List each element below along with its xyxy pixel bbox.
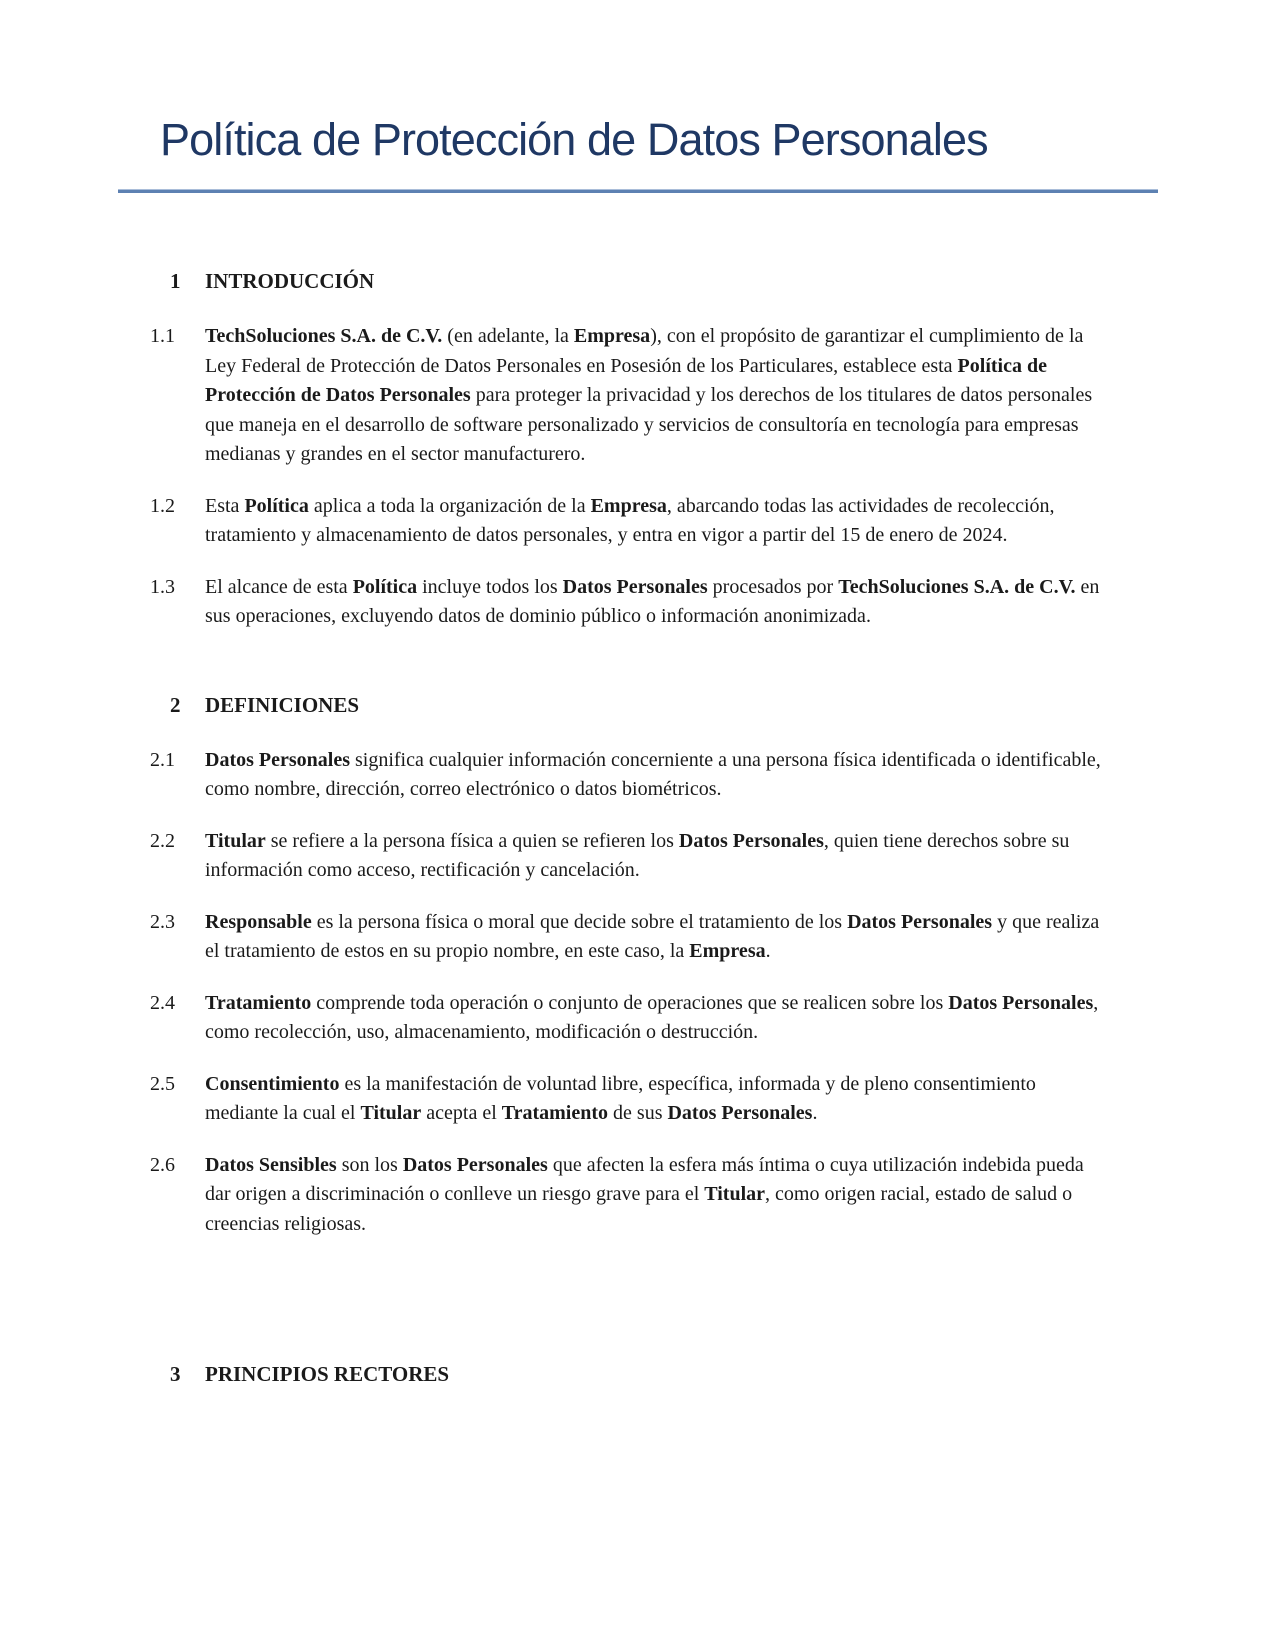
bold-text-run: Datos Personales: [948, 991, 1094, 1014]
section-1: [118, 193, 1158, 632]
bold-text-run: Tratamiento: [501, 1102, 609, 1124]
section-number: 3: [170, 1362, 181, 1386]
numbered-paragraph: [118, 746, 1158, 805]
text-run: , como recolección, uso, almacenamiento, modificación o destrucción.: [205, 991, 1099, 1043]
numbered-paragraph: [118, 322, 1158, 470]
bold-text-run: TechSoluciones S.A. de C.V.: [205, 325, 443, 347]
paragraph-text: [205, 1070, 1110, 1129]
section-title: PRINCIPIOS RECTORES: [205, 1362, 450, 1386]
paragraph-text: [205, 827, 1110, 886]
document-header: [118, 0, 1158, 193]
bold-text-run: Política de Protección de Datos Personales: [205, 354, 1047, 406]
text-run: (en adelante, la: [442, 325, 574, 347]
bold-text-run: TechSoluciones S.A. de C.V.: [838, 575, 1076, 598]
bold-text-run: Responsable: [205, 910, 312, 933]
bold-text-run: Datos Sensibles: [205, 1153, 337, 1176]
section-heading: [118, 1361, 1158, 1387]
bold-text-run: Datos Personales: [678, 829, 824, 852]
paragraph-text: [205, 492, 1110, 551]
bold-text-run: Datos Personales: [402, 1153, 548, 1176]
text-run: .: [765, 940, 771, 962]
paragraph-text: [205, 746, 1110, 805]
bold-text-run: Empresa: [590, 494, 667, 517]
paragraph-text: [205, 322, 1110, 470]
bold-text-run: Datos Personales: [562, 575, 708, 598]
numbered-paragraph: [118, 492, 1158, 551]
text-run: , abarcando todas las actividades de recolección, tratamiento y almacenamiento de datos personales, y entra en vigor a partir del 15 de enero de 2024.: [205, 494, 1055, 546]
paragraph-number: 2.1: [150, 748, 175, 771]
paragraph-text: [205, 908, 1110, 967]
section-heading: [118, 268, 1158, 294]
text-run: son los: [336, 1153, 403, 1176]
text-run: incluye todos los: [417, 575, 563, 598]
text-run: en sus operaciones, excluyendo datos de dominio público o información anonimizada.: [205, 575, 1100, 627]
text-run: .: [812, 1102, 818, 1124]
bold-text-run: Empresa: [573, 325, 651, 347]
text-run: ), con el propósito de garantizar el cumplimiento de la Ley Federal de Protección de Datos Personales en Posesión de los Particulares, establece esta: [205, 325, 1084, 377]
section-2: [118, 654, 1158, 1240]
text-run: es la manifestación de voluntad libre, específica, informada y de pleno consentimiento mediante la cual el: [205, 1072, 1036, 1124]
text-run: y que realiza el tratamiento de estos en su propio nombre, en este caso, la: [205, 910, 1100, 962]
text-run: para proteger la privacidad y los derechos de los titulares de datos personales que maneja en el desarrollo de software personalizado y servicios de consultoría en tecnología para empresas medianas y grandes en el sector manufacturero.: [205, 384, 1093, 465]
bold-text-run: Tratamiento: [205, 991, 312, 1014]
text-run: significa cualquier información concerniente a una persona física identificada o identificable, como nombre, dirección, correo electrónico o datos biométricos.: [205, 748, 1101, 800]
document-content: [118, 0, 1158, 1387]
numbered-paragraph: [118, 1070, 1158, 1129]
document-title: Política de Protección de Datos Personales: [160, 114, 988, 165]
section-title: DEFINICIONES: [205, 692, 360, 717]
bold-text-run: Política: [352, 575, 418, 598]
text-run: acepta el: [421, 1102, 502, 1124]
text-run: , quien tiene derechos sobre su información como acceso, rectificación y cancelación.: [205, 829, 1070, 881]
section-title: INTRODUCCIÓN: [205, 269, 375, 293]
paragraph-number: 2.3: [150, 910, 175, 933]
numbered-paragraph: [118, 573, 1158, 632]
numbered-paragraph: [118, 1151, 1158, 1240]
section-heading: [118, 692, 1158, 718]
bold-text-run: Datos Personales: [847, 910, 993, 933]
text-run: , como origen racial, estado de salud o creencias religiosas.: [205, 1183, 1073, 1235]
bold-text-run: Titular: [360, 1102, 422, 1124]
text-run: procesados por: [707, 575, 839, 598]
paragraph-number: 2.4: [150, 991, 175, 1014]
text-run: que afecten la esfera más íntima o cuya utilización indebida pueda dar origen a discriminación o conlleve un riesgo grave para el: [205, 1153, 1084, 1205]
text-run: aplica a toda la organización de la: [308, 494, 591, 517]
numbered-paragraph: [118, 908, 1158, 967]
bold-text-run: Política: [244, 494, 309, 517]
bold-text-run: Consentimiento: [205, 1072, 340, 1095]
paragraph-number: 2.2: [150, 829, 175, 852]
text-run: comprende toda operación o conjunto de operaciones que se realicen sobre los: [311, 991, 949, 1014]
numbered-paragraph: [118, 827, 1158, 886]
bold-text-run: Datos Personales: [667, 1102, 813, 1124]
paragraph-number: 1.1: [150, 325, 175, 347]
paragraph-number: 2.6: [150, 1153, 175, 1176]
paragraph-text: [205, 989, 1110, 1048]
section-3: [118, 1261, 1158, 1387]
paragraph-text: [205, 573, 1110, 632]
bold-text-run: Titular: [704, 1183, 766, 1205]
bold-text-run: Empresa: [689, 940, 766, 962]
section-number: 1: [170, 269, 181, 293]
numbered-paragraph: [118, 989, 1158, 1048]
bold-text-run: Titular: [205, 829, 266, 852]
paragraph-number: 1.2: [150, 494, 175, 517]
document-body: [118, 193, 1158, 1387]
text-run: Esta: [205, 494, 245, 517]
text-run: de sus: [608, 1102, 668, 1124]
text-run: El alcance de esta: [205, 575, 353, 598]
paragraph-number: 2.5: [150, 1072, 175, 1095]
section-number: 2: [170, 692, 181, 717]
paragraph-number: 1.3: [150, 575, 175, 598]
text-run: se refiere a la persona física a quien se refieren los: [265, 829, 679, 852]
bold-text-run: Datos Personales: [205, 748, 350, 771]
text-run: es la persona física o moral que decide sobre el tratamiento de los: [311, 910, 848, 933]
paragraph-text: [205, 1151, 1110, 1240]
